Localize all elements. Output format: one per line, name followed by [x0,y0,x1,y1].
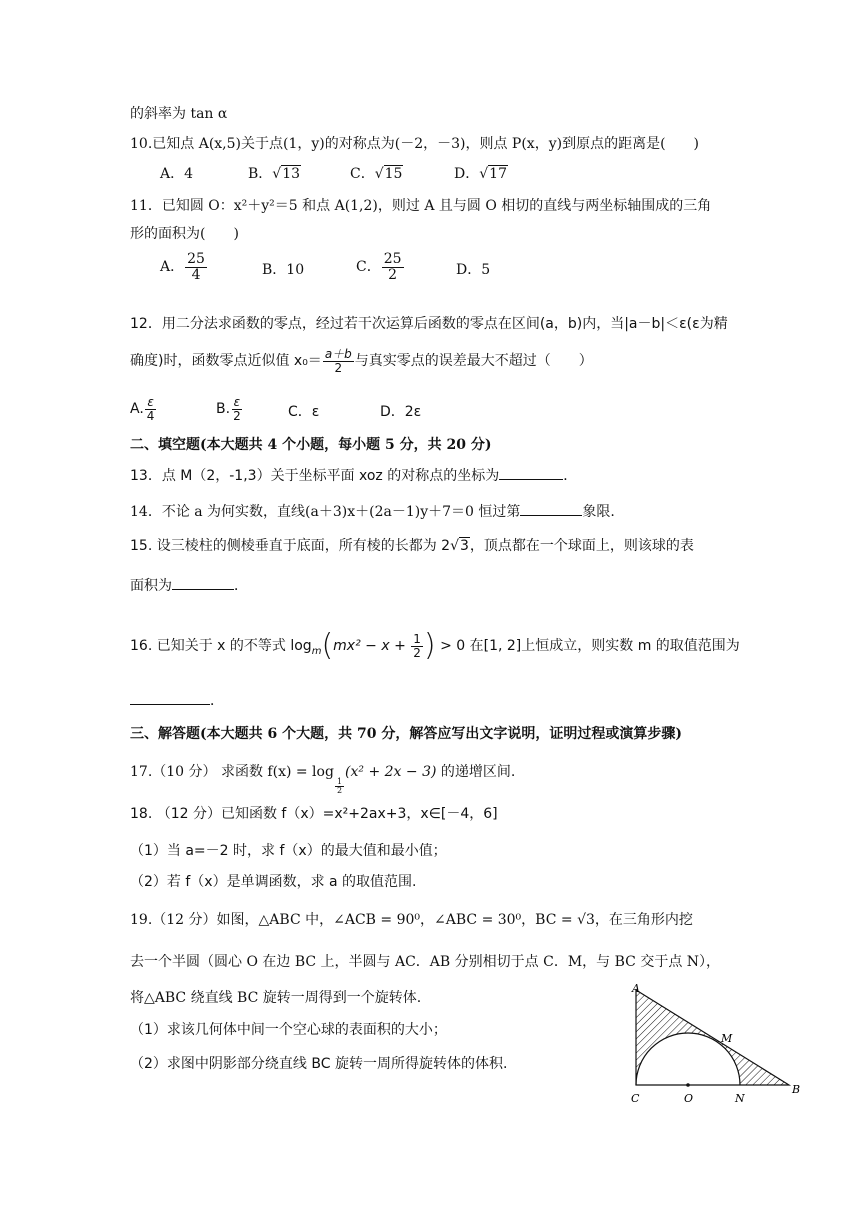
question-19-line2: 去一个半圆（圆心 O 在边 BC 上，半圆与 AC．AB 分别相切于点 C．M，与 BC 交于点 N）， [130,954,721,970]
question-12-options [130,396,730,430]
prev-question-tail: 的斜率为 tan α [130,106,228,122]
question-19-part2: （2）求图中阴影部分绕直线 BC 旋转一周所得旋转体的体积. [130,1056,508,1072]
option-a: A. $\frac{\varepsilon}{4}$ [130,395,155,423]
question-13: 13．点 M（2，-1,3）关于坐标平面 xoz 的对称点的坐标为 ． [130,468,578,484]
question-18-part1: （1）当 a=－2 时，求 f（x）的最大值和最小值； [130,843,447,859]
question-17: 17.（10 分） 求函数 f(x) = log $\frac{1}{2}$ (x² + 2x − 3) 的递增区间. [130,764,516,796]
question-19-line3: 将△ABC 绕直线 BC 旋转一周得到一个旋转体. [130,990,422,1006]
option-d: D．5 [456,262,491,278]
question-18-line1: 18. （12 分）已知函数 f（x）=x²+2ax+3，x∈[－4，6] [130,806,498,822]
option-a: A． $\frac{25}{4}$ [160,251,205,283]
question-11-line2: 形的面积为( ) [130,226,239,242]
question-11-options [160,252,760,292]
question-11-line1: 11．已知圆 O：x²＋y²＝5 和点 A(1,2)，则过 A 且与圆 O 相切的直线与两坐标轴围成的三角 [130,198,712,214]
question-15-line2: 面积为 ． [130,578,248,594]
section-2-heading: 二、填空题(本大题共 4 个小题，每小题 5 分，共 20 分) [130,437,492,453]
question-18-part2: （2）若 f（x）是单调函数，求 a 的取值范围. [130,874,417,890]
question-12-line2: 确度)时，函数零点近似值 x₀＝ $\frac{a+b}{2}$ 与真实零点的误差最大不超过（ ） [130,347,593,375]
question-10-text: 10.已知点 A(x,5)关于点(1，y)的对称点为(－2，－3)，则点 P(x，y)到原点的距离是( ) [130,136,700,152]
triangle-semicircle-figure [624,980,814,1108]
question-10-options [160,166,760,186]
label-n: N [735,1092,745,1105]
label-a: A [632,982,640,995]
option-b: B．√13 [248,166,301,182]
option-b: B. $\frac{\varepsilon}{2}$ [216,395,241,423]
label-b: B [792,1083,801,1096]
option-c: C．√15 [350,166,403,182]
question-19-part1: （1）求该几何体中间一个空心球的表面积的大小； [130,1022,447,1038]
question-16: 16. 已知关于 x 的不等式 $\log_m(mx^2 - x$ + $\frac{1}{2}$ ) > 0 在[1, 2]上恒成立，则实数 m 的取值范围为 [130,628,740,663]
question-12-line1: 12．用二分法求函数的零点，经过若干次运算后函数的零点在区间(a，b)内，当|a－b|＜ε(ε为精 [130,316,728,332]
question-14: 14．不论 a 为何实数，直线(a＋3)x＋(2a－1)y＋7＝0 恒过第 象限. [130,504,615,520]
label-c: C [631,1092,640,1105]
label-m: M [721,1032,733,1045]
label-o: O [684,1092,694,1105]
option-d: D．√17 [454,166,507,182]
question-16-line2: ． [130,693,224,710]
option-d: D．2ε [380,404,422,420]
option-c: C． $\frac{25}{2}$ [356,251,402,283]
center-point-o [686,1083,690,1087]
question-19-line1: 19.（12 分）如图，△ABC 中，∠ACB = 90⁰，∠ABC = 30⁰，BC = √3，在三角形内挖 [130,912,693,928]
option-a: A．4 [160,166,194,182]
section-3-heading: 三、解答题(本大题共 6 个大题，共 70 分，解答应写出文字说明，证明过程或演算步骤) [130,726,682,742]
option-b: B．10 [262,262,305,278]
option-c: C．ε [288,404,320,420]
question-15-line1: 15. 设三棱柱的侧棱垂直于底面，所有棱的长都为 2√3，顶点都在一个球面上，则该球的表 [130,538,694,554]
